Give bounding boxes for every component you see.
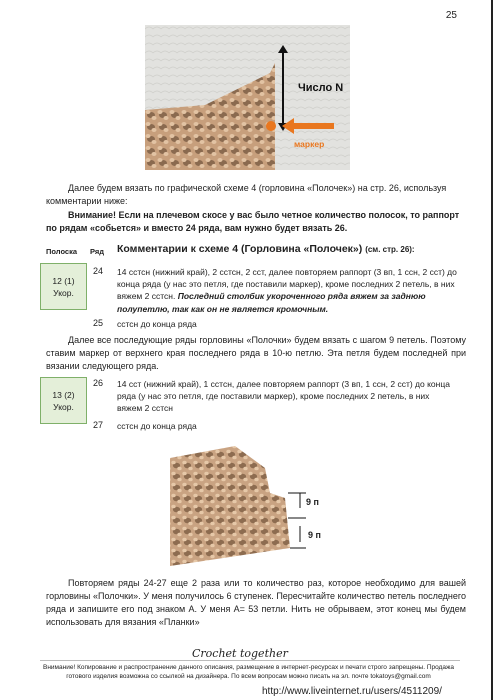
column-strip-header: Полоска [46,247,78,256]
marker-dot [266,121,276,131]
row-27-text: сстсн до конца ряда [117,421,197,431]
row-24-body: 14 сстсн (нижний край), 2 сстсн, 2 сст, далее повторяем раппорт (3 вп, 1 ссн, 2 сст) до конца ряда (у нас это петля, где поставили маркер), кроме последних 2 петель, в них вяжем 2 сстсн. [117,267,457,302]
footer-divider [40,660,460,661]
page-number: 25 [445,10,457,21]
row-number-27: 27 [92,420,103,430]
row-number-26: 26 [92,378,103,388]
strip-box-13 [40,377,87,424]
knitting-photo-steps [160,438,330,566]
copyright-footer: Внимание! Копирование и распространение данного описания, размещение в интернет-ресурсах и печати строго запрещены. Продажа готового изделия возможна со ссылкой на дизайнера. По всем вопросам можно писать на эл. почте tokatoys@gmail.com [43,664,454,680]
attention-paragraph: Внимание! Если на плечевом скосе у вас было четное количество полосок, то раппорт по рядам «собьется» и вместо 24 ряда, вам нужно будет вязать 26. [46,210,460,233]
dimension-label-2: 9 п [308,530,321,540]
watermark-url: http://www.liveinternet.ru/users/4511209/ [262,686,442,697]
strip-box-line2: Укор. [53,287,74,298]
row-number-24: 24 [92,266,103,276]
row-25-text: сстсн до конца ряда [117,319,197,329]
strip-box-12 [40,263,87,310]
strip-box-line1: 12 (1) [52,275,75,286]
comments-title [117,243,415,255]
dimension-label-1: 9 п [306,497,319,507]
column-row-header: Ряд [90,247,105,256]
comments-title-text: Комментарии к схеме 4 (Горловина «Полочек») [117,243,363,255]
marker-arrow-icon [282,118,334,134]
row-26-text: 14 сст (нижний край), 1 сстсн, далее повторяем раппорт (3 вп, 1 ссн, 2 сст) до конца ряда (у нас это петля, где поставили маркер), кроме последних 2 петель, в них вяжем 2 сстсн [117,379,450,414]
intro-paragraph: Далее будем вязать по графической схеме 4 (горловина «Полочек») на стр. 26, используя комментарии ниже: [46,183,447,206]
row-24-emphasis: Последний столбик укороченного ряда вяжем за заднюю полупетлю, так как он не является кромочным. [117,291,426,314]
crochet-together-logo: Crochet together [192,647,288,660]
row-count-arrow [282,52,284,124]
knit-steps-image [160,438,330,566]
row-24-text [117,266,457,315]
strip-box-line2: Укор. [53,401,74,412]
strip-box-line1: 13 (2) [52,389,75,400]
middle-paragraph: Далее все последующие ряды горловины «Полочки» будем вязать с шагом 9 петель. Поэтому ставим маркер от верхнего края последнего ряда в 10-ю петлю. Эта петля будем последней при вязании следующего ряда. [46,335,466,371]
final-paragraph: Повторяем ряды 24-27 еще 2 раза или то количество раз, которое необходимо для вашей горловины «Полочки». У меня получилось 6 ступенек. Пересчитайте количество петель последнего ряда и запишите его под знаком А. У меня А= 53 петли. Нить не обрываем, этот конец мы будем использовать для вязания «Планки» [46,578,466,627]
row-number-25: 25 [92,318,103,328]
number-n-label: Число N [298,82,344,94]
comments-title-ref: (см. стр. 26): [365,245,415,254]
marker-label: маркер [294,139,325,149]
